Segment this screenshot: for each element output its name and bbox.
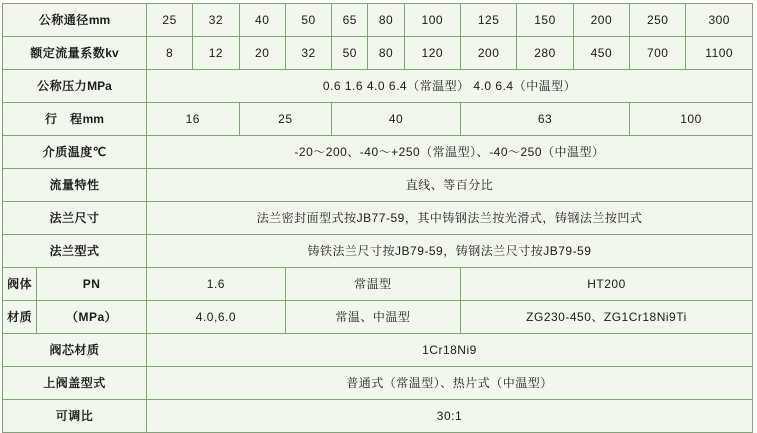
cell-flow-coefficient-3: 20 [239, 37, 285, 70]
cell-pn-value-1: 1.6 [146, 268, 285, 301]
cell-nominal-diameter-3: 40 [239, 4, 285, 37]
cell-nominal-diameter-1: 25 [146, 4, 192, 37]
cell-nominal-diameter-7: 100 [404, 4, 460, 37]
cell-flow-coefficient-9: 280 [517, 37, 573, 70]
table-row-stroke [3, 103, 753, 136]
cell-stroke-5: 100 [630, 103, 753, 136]
table-row-body-material-1 [3, 268, 753, 301]
row-label-body-material-line2: 材质 [3, 301, 37, 334]
cell-flow-characteristic-value: 直线、等百分比 [146, 169, 752, 202]
cell-nominal-diameter-11: 250 [630, 4, 686, 37]
cell-stroke-3: 40 [332, 103, 461, 136]
row-label-body-material-line1: 阀体 [3, 268, 37, 301]
cell-nominal-pressure-value: 0.6 1.6 4.0 6.4（常温型） 4.0 6.4（中温型） [146, 70, 752, 103]
cell-rangeability-value: 30:1 [146, 400, 752, 433]
cell-flow-coefficient-7: 120 [404, 37, 460, 70]
table-row-flange-type [3, 235, 753, 268]
cell-medium-temperature-value: -20～200、-40～+250（常温型）、-40～250（中温型） [146, 136, 752, 169]
cell-flow-coefficient-4: 32 [285, 37, 331, 70]
cell-nominal-diameter-6: 80 [368, 4, 404, 37]
cell-flow-coefficient-1: 8 [146, 37, 192, 70]
row-label-nominal-diameter: 公称通径mm [3, 4, 147, 37]
row-label-flange-size: 法兰尺寸 [3, 202, 147, 235]
cell-flow-coefficient-11: 700 [630, 37, 686, 70]
cell-flow-coefficient-12: 1100 [686, 37, 753, 70]
row-label-flange-type: 法兰型式 [3, 235, 147, 268]
cell-body-material-2: ZG230-450、ZG1Cr18Ni9Ti [460, 301, 752, 334]
cell-plug-material-value: 1Cr18Ni9 [146, 334, 752, 367]
specification-table [2, 3, 753, 433]
row-label-stroke: 行 程mm [3, 103, 147, 136]
table-row-nominal-diameter [3, 4, 753, 37]
cell-flow-coefficient-8: 200 [460, 37, 516, 70]
table-row-nominal-pressure [3, 70, 753, 103]
table-row-medium-temperature [3, 136, 753, 169]
cell-stroke-2: 25 [239, 103, 332, 136]
row-label-flow-characteristic: 流量特性 [3, 169, 147, 202]
cell-nominal-diameter-10: 200 [573, 4, 629, 37]
row-label-bonnet-type: 上阀盖型式 [3, 367, 147, 400]
row-label-nominal-pressure: 公称压力MPa [3, 70, 147, 103]
row-label-plug-material: 阀芯材质 [3, 334, 147, 367]
table-row-rangeability [3, 400, 753, 433]
cell-body-type-1: 常温型 [285, 268, 460, 301]
table-row-body-material-2 [3, 301, 753, 334]
cell-nominal-diameter-4: 50 [285, 4, 331, 37]
row-label-rangeability: 可调比 [3, 400, 147, 433]
cell-flange-type-value: 铸铁法兰尺寸按JB79-59，铸钢法兰尺寸按JB79-59 [146, 235, 752, 268]
cell-nominal-diameter-8: 125 [460, 4, 516, 37]
cell-flow-coefficient-5: 50 [332, 37, 368, 70]
table-row-flange-size [3, 202, 753, 235]
row-label-flow-coefficient: 额定流量系数kv [3, 37, 147, 70]
cell-flow-coefficient-6: 80 [368, 37, 404, 70]
table-row-plug-material [3, 334, 753, 367]
cell-body-material-1: HT200 [460, 268, 752, 301]
cell-flow-coefficient-2: 12 [193, 37, 239, 70]
cell-mpa-label: （MPa） [37, 301, 147, 334]
table-row-flow-coefficient [3, 37, 753, 70]
cell-flange-size-value: 法兰密封面型式按JB77-59，其中铸钢法兰按光滑式，铸钢法兰按凹式 [146, 202, 752, 235]
cell-nominal-diameter-12: 300 [686, 4, 753, 37]
cell-pn-value-2: 4.0,6.0 [146, 301, 285, 334]
cell-body-type-2: 常温、中温型 [285, 301, 460, 334]
cell-nominal-diameter-9: 150 [517, 4, 573, 37]
cell-bonnet-type-value: 普通式（常温型）、热片式（中温型） [146, 367, 752, 400]
cell-pn-label: PN [37, 268, 147, 301]
cell-stroke-4: 63 [460, 103, 629, 136]
table-row-bonnet-type [3, 367, 753, 400]
cell-nominal-diameter-2: 32 [193, 4, 239, 37]
cell-stroke-1: 16 [146, 103, 239, 136]
table-row-flow-characteristic [3, 169, 753, 202]
cell-flow-coefficient-10: 450 [573, 37, 629, 70]
row-label-medium-temperature: 介质温度℃ [3, 136, 147, 169]
cell-nominal-diameter-5: 65 [332, 4, 368, 37]
